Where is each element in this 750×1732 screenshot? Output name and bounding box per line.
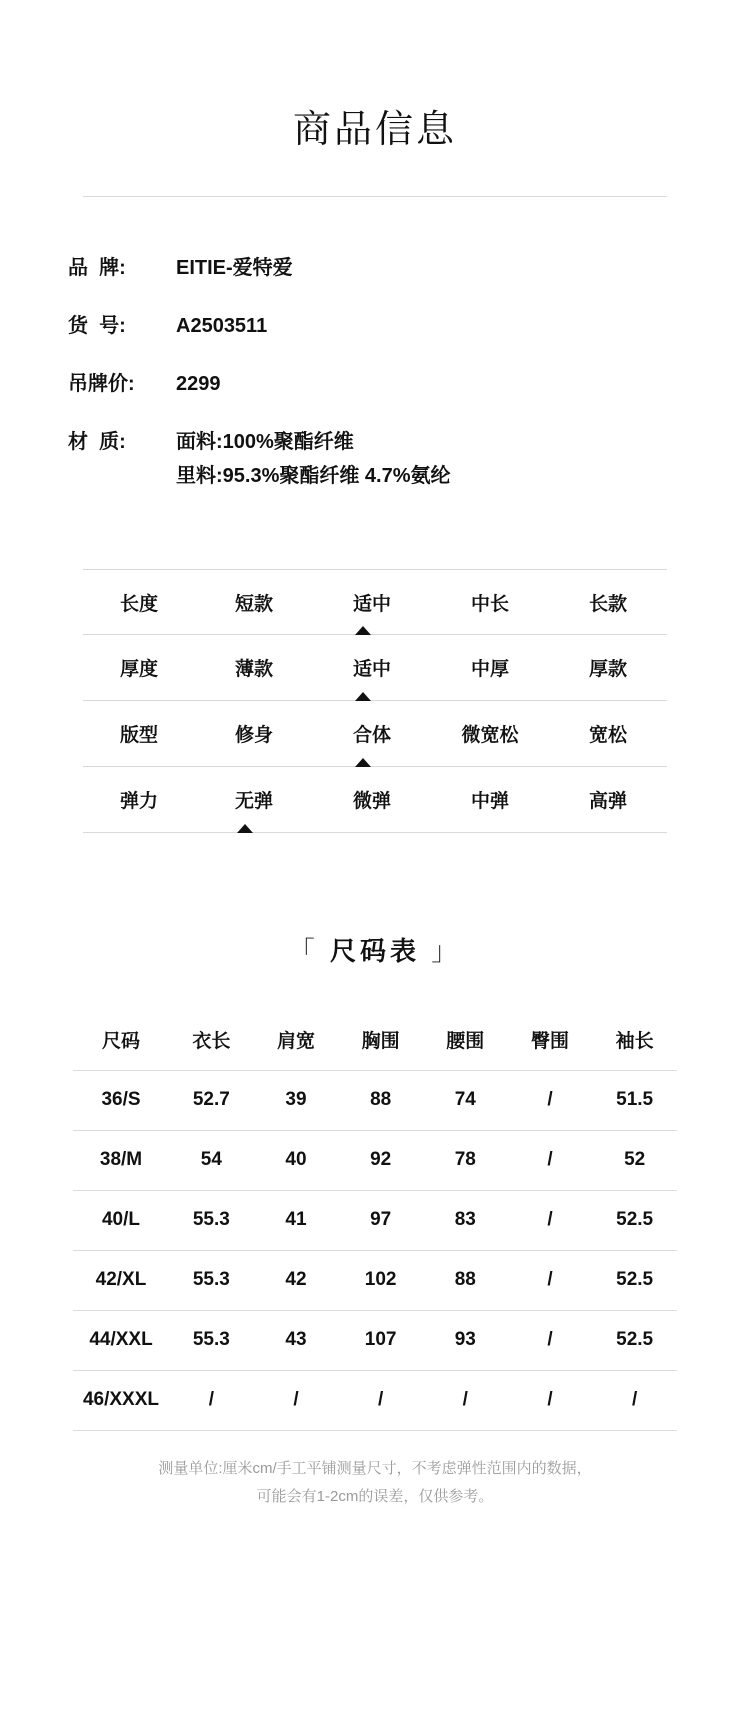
table-cell: 97 — [338, 1190, 423, 1250]
footnote-line-1: 测量单位:厘米cm/手工平铺测量尺寸，不考虑弹性范围内的数据， — [158, 1459, 592, 1477]
attribute-selected-marker — [355, 758, 371, 767]
table-cell: 39 — [254, 1070, 339, 1130]
table-cell: 38/M — [73, 1130, 169, 1190]
table-cell: / — [592, 1370, 677, 1430]
attribute-option: 修身 — [234, 725, 273, 746]
attribute-selected-marker — [355, 626, 371, 635]
table-cell: 52.7 — [169, 1070, 254, 1130]
table-cell: / — [254, 1370, 339, 1430]
table-cell: 43 — [254, 1310, 339, 1370]
attribute-row-length — [83, 569, 667, 635]
column-header: 尺码 — [73, 1010, 169, 1070]
attribute-option: 适中 — [352, 593, 391, 615]
table-cell: 52 — [592, 1130, 677, 1190]
bracket-left-icon: 「 — [288, 936, 319, 966]
table-cell: 52.5 — [592, 1190, 677, 1250]
attribute-option: 厚款 — [588, 659, 627, 680]
table-cell: 44/XXL — [73, 1310, 169, 1370]
attribute-option: 无弹 — [234, 791, 273, 812]
page-title: 商品信息 — [292, 109, 457, 151]
attribute-option: 合体 — [352, 725, 391, 746]
info-value: EITIE-爱特爱 — [176, 257, 293, 279]
table-row — [73, 1130, 677, 1190]
table-cell: 92 — [338, 1130, 423, 1190]
column-header: 臀围 — [508, 1010, 593, 1070]
table-cell: 93 — [423, 1310, 508, 1370]
table-row — [73, 1070, 677, 1130]
attribute-option: 中厚 — [470, 659, 509, 680]
attribute-option: 宽松 — [588, 725, 627, 746]
size-table — [73, 1010, 677, 1431]
table-cell: 42/XL — [73, 1250, 169, 1310]
attribute-option: 微宽松 — [461, 725, 519, 746]
column-header: 腰围 — [423, 1010, 508, 1070]
title-divider — [83, 196, 667, 197]
table-row — [73, 1310, 677, 1370]
attribute-row-fit — [83, 701, 667, 767]
attribute-row-elasticity — [83, 767, 667, 833]
attribute-option: 中弹 — [470, 791, 509, 812]
attribute-selected-marker — [355, 692, 371, 701]
table-row — [73, 1250, 677, 1310]
size-chart-heading-text: 尺码表 — [329, 936, 420, 966]
size-chart-heading — [0, 931, 750, 968]
attribute-name: 版型 — [119, 725, 158, 746]
table-cell: 88 — [423, 1250, 508, 1310]
table-cell: / — [508, 1370, 593, 1430]
table-cell: 88 — [338, 1070, 423, 1130]
info-row-tag-price — [68, 367, 750, 401]
footnote-line-2: 可能会有1-2cm的误差，仅供参考。 — [256, 1487, 494, 1505]
bracket-right-icon: 」 — [431, 936, 462, 966]
attribute-option: 长款 — [588, 593, 627, 615]
table-cell: / — [508, 1070, 593, 1130]
table-cell: 54 — [169, 1130, 254, 1190]
product-info-list — [0, 251, 750, 493]
info-label: 货 号: — [68, 315, 126, 337]
table-header-row — [73, 1010, 677, 1070]
info-label: 品 牌: — [68, 257, 126, 279]
table-cell: 74 — [423, 1070, 508, 1130]
measurement-footnote — [65, 1455, 685, 1511]
table-cell: 42 — [254, 1250, 339, 1310]
attribute-option: 适中 — [352, 659, 391, 680]
attribute-option: 短款 — [234, 593, 273, 615]
table-cell: 55.3 — [169, 1250, 254, 1310]
table-cell: / — [338, 1370, 423, 1430]
table-cell: 52.5 — [592, 1310, 677, 1370]
attribute-name: 厚度 — [119, 659, 158, 680]
attribute-option: 薄款 — [234, 659, 273, 680]
info-value-material — [176, 425, 451, 493]
column-header: 袖长 — [592, 1010, 677, 1070]
info-value: 2299 — [176, 373, 221, 395]
attribute-name: 长度 — [119, 593, 158, 615]
attribute-option: 微弹 — [352, 791, 391, 812]
info-value: A2503511 — [176, 315, 268, 337]
table-cell: 46/XXXL — [73, 1370, 169, 1430]
table-cell: 55.3 — [169, 1310, 254, 1370]
table-row — [73, 1190, 677, 1250]
attribute-option: 中长 — [470, 593, 509, 615]
table-cell: 40 — [254, 1130, 339, 1190]
table-cell: 40/L — [73, 1190, 169, 1250]
attribute-selected-marker — [237, 824, 253, 833]
table-cell: 102 — [338, 1250, 423, 1310]
table-cell: / — [423, 1370, 508, 1430]
table-cell: 52.5 — [592, 1250, 677, 1310]
info-label: 材 质: — [68, 431, 126, 453]
table-cell: 51.5 — [592, 1070, 677, 1130]
info-row-article-number — [68, 309, 750, 343]
info-row-brand — [68, 251, 750, 285]
table-cell: / — [508, 1130, 593, 1190]
table-cell: 55.3 — [169, 1190, 254, 1250]
table-cell: / — [508, 1190, 593, 1250]
table-cell: / — [508, 1310, 593, 1370]
attribute-option: 高弹 — [588, 791, 627, 812]
table-cell: / — [169, 1370, 254, 1430]
column-header: 胸围 — [338, 1010, 423, 1070]
info-label: 吊牌价: — [68, 373, 135, 395]
table-cell: 83 — [423, 1190, 508, 1250]
table-cell: 41 — [254, 1190, 339, 1250]
attribute-table — [83, 569, 667, 833]
attribute-name: 弹力 — [119, 791, 158, 812]
table-cell: 78 — [423, 1130, 508, 1190]
table-cell: 36/S — [73, 1070, 169, 1130]
table-row — [73, 1370, 677, 1430]
info-row-material — [68, 425, 750, 493]
attribute-row-thickness — [83, 635, 667, 701]
material-shell: 面料:100%聚酯纤维 — [176, 431, 354, 453]
table-cell: 107 — [338, 1310, 423, 1370]
table-cell: / — [508, 1250, 593, 1310]
column-header: 肩宽 — [254, 1010, 339, 1070]
column-header: 衣长 — [169, 1010, 254, 1070]
material-lining: 里料:95.3%聚酯纤维 4.7%氨纶 — [176, 465, 451, 487]
